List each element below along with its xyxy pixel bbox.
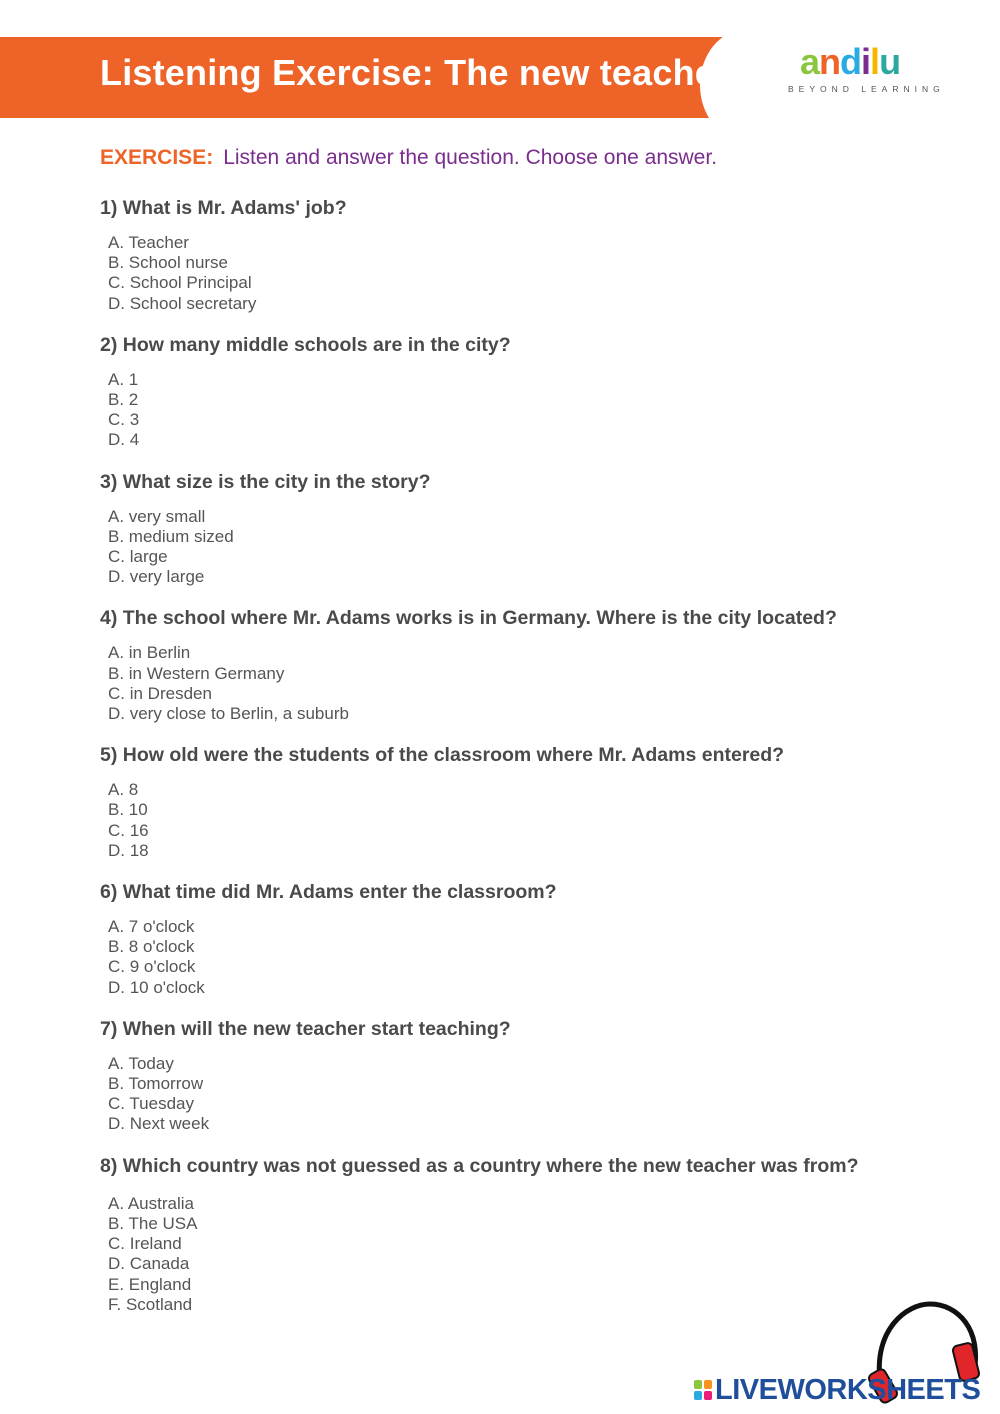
question-list [100, 196, 970, 1334]
answer-option[interactable]: A. Australia [108, 1193, 194, 1213]
liveworksheets-brand: LIVEWORKSHEETS [715, 1373, 981, 1406]
answer-option[interactable]: B. The USA [108, 1213, 198, 1233]
answer-option[interactable]: B. 2 [108, 390, 139, 410]
answer-options [100, 917, 970, 998]
logo-letter: i [861, 41, 871, 82]
answer-option[interactable]: B. 10 [108, 800, 148, 820]
answer-option[interactable]: D. very large [108, 567, 205, 587]
exercise-instructions [100, 146, 717, 170]
answer-option[interactable]: A. 7 o'clock [108, 917, 195, 937]
answer-options [100, 507, 970, 588]
question-block [100, 1017, 970, 1135]
andilu-logo [788, 42, 958, 102]
answer-option[interactable]: C. in Dresden [108, 683, 212, 703]
answer-options [100, 1054, 970, 1135]
logo-letter: l [870, 41, 880, 82]
answer-option[interactable]: C. 16 [108, 820, 149, 840]
answer-option[interactable]: A. very small [108, 506, 206, 526]
logo-letter: u [879, 41, 901, 82]
answer-options [100, 780, 970, 861]
question-text: 7) When will the new teacher start teaching? [100, 1017, 511, 1040]
answer-option[interactable]: B. Tomorrow [108, 1074, 204, 1094]
answer-options [100, 233, 970, 314]
answer-option[interactable]: B. in Western Germany [108, 663, 285, 683]
logo-letter: d [840, 41, 862, 82]
answer-option[interactable]: C. 9 o'clock [108, 957, 196, 977]
answer-option[interactable]: C. Tuesday [108, 1094, 194, 1114]
answer-option[interactable]: D. 10 o'clock [108, 977, 205, 997]
exercise-label: EXERCISE: [100, 146, 214, 169]
answer-option[interactable]: E. England [108, 1274, 192, 1294]
question-text: 2) How many middle schools are in the city? [100, 333, 511, 356]
question-block [100, 743, 970, 861]
answer-option[interactable]: D. School secretary [108, 293, 257, 313]
exercise-text: Listen and answer the question. Choose one answer. [223, 146, 718, 169]
question-block [100, 606, 970, 724]
question-block [100, 880, 970, 998]
answer-option[interactable]: C. Ireland [108, 1234, 182, 1254]
liveworksheets-logo [693, 1374, 980, 1406]
answer-option[interactable]: D. Canada [108, 1254, 190, 1274]
question-text: 5) How old were the students of the classroom where Mr. Adams entered? [100, 744, 785, 767]
question-text: 1) What is Mr. Adams' job? [100, 197, 347, 219]
answer-option[interactable]: D. very close to Berlin, a suburb [108, 704, 349, 724]
answer-option[interactable]: F. Scotland [108, 1294, 193, 1314]
answer-option[interactable]: C. large [108, 547, 168, 567]
answer-option[interactable]: A. Teacher [108, 233, 189, 252]
answer-option[interactable]: B. medium sized [108, 526, 234, 546]
answer-option[interactable]: B. School nurse [108, 253, 229, 273]
answer-option[interactable]: A. 1 [108, 369, 139, 389]
question-block [100, 1154, 970, 1315]
answer-option[interactable]: D. 18 [108, 840, 149, 860]
answer-options [100, 370, 970, 451]
liveworksheets-icon [693, 1379, 713, 1401]
answer-option[interactable]: B. 8 o'clock [108, 937, 195, 957]
answer-option[interactable]: D. Next week [108, 1114, 210, 1134]
answer-option[interactable]: D. 4 [108, 430, 140, 450]
answer-options [100, 643, 970, 724]
question-text: 8) Which country was not guessed as a country where the new teacher was from? [100, 1154, 859, 1177]
question-block [100, 470, 970, 588]
answer-options [100, 1194, 970, 1315]
question-block [100, 333, 970, 451]
answer-option[interactable]: C. 3 [108, 410, 140, 430]
logo-letter: n [819, 41, 841, 82]
answer-option[interactable]: C. School Principal [108, 273, 252, 293]
question-text: 6) What time did Mr. Adams enter the classroom? [100, 881, 557, 904]
logo-letter: a [800, 41, 820, 82]
page-title: Listening Exercise: The new teacher [100, 52, 730, 93]
question-block [100, 196, 970, 314]
answer-option[interactable]: A. Today [108, 1053, 174, 1073]
question-text: 4) The school where Mr. Adams works is in Germany. Where is the city located? [100, 607, 837, 630]
logo-wordmark [800, 42, 958, 82]
answer-option[interactable]: A. 8 [108, 780, 139, 800]
logo-tagline: BEYOND LEARNING [788, 84, 945, 94]
answer-option[interactable]: A. in Berlin [108, 643, 191, 663]
question-text: 3) What size is the city in the story? [100, 470, 431, 493]
